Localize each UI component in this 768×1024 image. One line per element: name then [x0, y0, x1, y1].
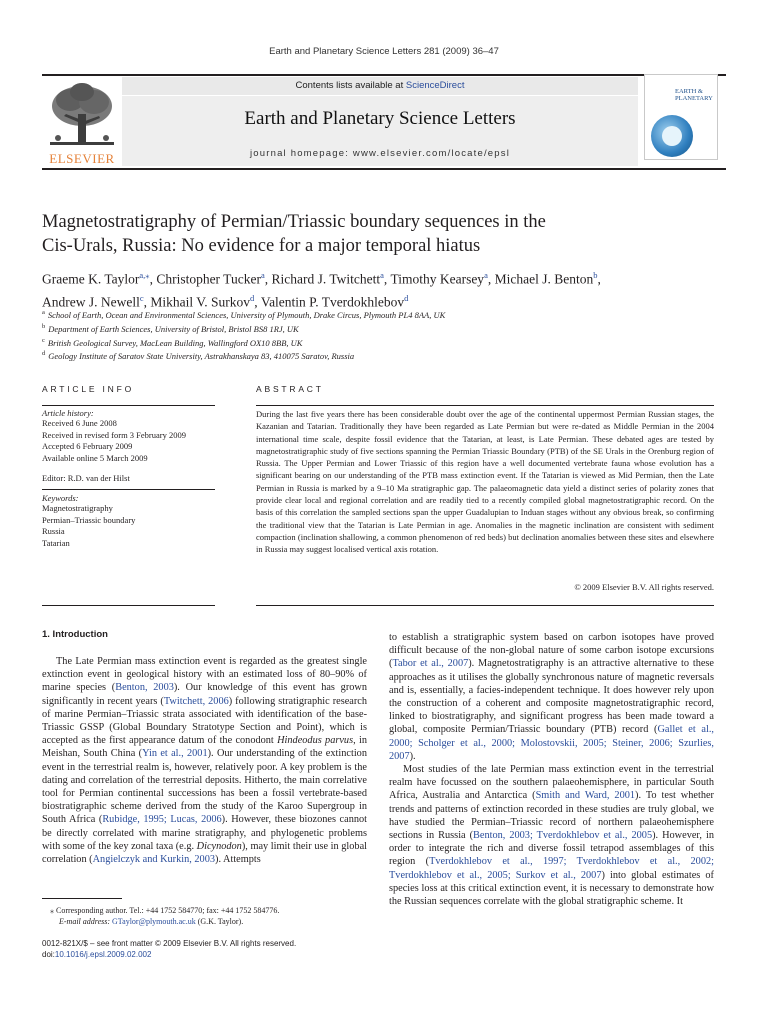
affiliation-line	[42, 321, 702, 335]
taxon-name: Hindeodus parvus	[277, 735, 354, 747]
author-affil-mark[interactable]: d	[404, 292, 409, 303]
author-name: Richard J. Twitchett	[271, 271, 381, 287]
taxon-name: Dicynodon	[196, 840, 242, 852]
affiliation-list	[42, 307, 702, 362]
affiliation-line	[42, 348, 702, 362]
author-name: Christopher Tucker	[156, 271, 261, 287]
elsevier-wordmark: ELSEVIER	[49, 151, 115, 166]
author-affil-mark[interactable]: a	[260, 270, 265, 280]
cover-title: EARTH & PLANETARY	[675, 88, 713, 102]
citation-link[interactable]: Benton, 2003; Tverdokhlebov et al., 2005	[473, 830, 653, 842]
contents-line	[122, 80, 638, 91]
header-bottom-rule	[42, 168, 726, 170]
affiliation-text: Geology Institute of Saratov State University, Astrakhanskaya 83, 410075 Saratov, Russia	[48, 351, 355, 362]
sciencedirect-link[interactable]: ScienceDirect	[405, 80, 465, 91]
affiliation-mark: d	[42, 350, 46, 358]
abstract-heading: ABSTRACT	[256, 384, 324, 394]
affiliation-mark: a	[42, 309, 45, 316]
email-link[interactable]: GTaylor@plymouth.ac.uk	[112, 917, 196, 926]
editor-line: Editor: R.D. van der Hilst	[42, 473, 130, 483]
author-affil-mark[interactable]: c	[139, 292, 144, 303]
body-text: The Late Permian mass extinction event is regarded as the greatest single extinction event in geological history with an estimated loss of 80–90% of marine species (	[42, 656, 367, 694]
body-text: , in Meishan, South China (	[42, 735, 367, 760]
author-affil-mark[interactable]: a	[380, 270, 384, 280]
front-matter	[42, 938, 382, 960]
info-rule-top	[42, 405, 215, 406]
affiliation-line	[42, 335, 702, 349]
body-text: ). However, in order to integrate the rich and diverse fossil tetrapod assemblages of this region (	[389, 830, 715, 868]
body-text: ). Attempts	[215, 854, 261, 866]
intro-left-column	[42, 655, 367, 866]
cover-globe-inner	[662, 126, 682, 146]
email-label: E-mail address:	[59, 917, 111, 926]
citation-link[interactable]: Rubidge, 1995; Lucas, 2006	[102, 814, 222, 826]
footnote-contact: Corresponding author. Tel.: +44 1752 584770; fax: +44 1752 584776.	[56, 906, 280, 915]
keyword: Permian–Triassic boundary	[42, 514, 136, 525]
body-text: ), may limit their use in global correlation (	[42, 840, 367, 866]
citation-link[interactable]: Angielczyk and Kurkin, 2003	[92, 854, 216, 866]
citation-link[interactable]: Benton, 2003	[115, 682, 174, 694]
info-rule-bottom	[42, 605, 215, 606]
article-history	[42, 408, 217, 464]
citation-link[interactable]: Tabor et al., 2007	[392, 658, 469, 670]
abstract-text: During the last five years there has been considerable doubt over the age of the continental uppermost Permian Russian stages, the Kazanian and Tatarian. Traditionally they have been regarded as Late Permian but were re-dated as Middle Permian in the 2004 international time scale, despite fossil evidence that the Tatarian, at least, is Late Permian. These debated ages are tested by magnetostratigraphic study of five sections spanning the Permian Triassic Boundary (PTB) of the SE Urals in the Orenburg region of Russia. The Upper Permian and Lower Triassic of this region have a well documented vertebrate fauna whose evolution has a significant bearing on our understanding of the PTB mass extinction event. If the Tatarian is viewed as Mid Permian, then the Late Permian in Russia is marked by a 9–10 Ma stratigraphic gap. The palaeomagnetic data yield a distinct series of polarity zones that provide clear local and regional correlation and are readily tied to a recently compiled global magnetostratigraphic record. On the basis of this correlation the sampled sections span the upper Guadalupian to Induan stages without any obvious break, so confirming the traditional view that the Tatarian is Late Permian in age. Anomalies in the magnetic inclination are consistent with sediment compaction (inclination shallowing, a common phenomenon of red beds) but declination anomalies between these sites and elsewhere in Russia may suggest localised vertical axis rotation.	[256, 409, 714, 555]
intro-paragraph-1	[42, 655, 367, 866]
body-text: ).	[409, 750, 416, 762]
keywords-list	[42, 503, 217, 549]
author-affil-mark[interactable]: a,⁎	[139, 270, 150, 280]
contents-prefix: Contents lists available at	[295, 80, 406, 91]
article-history-label: Article history:	[42, 408, 94, 418]
author-affil-mark[interactable]: a	[484, 270, 488, 280]
history-date: Received 6 June 2008	[42, 418, 117, 428]
journal-citation: Earth and Planetary Science Letters 281 (2009) 36–47	[269, 46, 499, 57]
author-list: Graeme K. Taylor$^{a,⁎}$, Christopher Tucker$^a$, Richard J. Twitchett$^a$, Timothy Kearsey$^a$, Michael J. Benton$^b$, Andrew J. Newell$^c$, Mikhail V. Surkov$^d$, Valentin P. Tverdokhlebov$^d$	[42, 270, 601, 309]
body-text: ) following stratigraphic research of marine Permian–Triassic strata associated with identification of the base-Triassic GSSP (Global Boundary Stratotype Section and Point), which is accepted as the first appearance datum of the conodont	[42, 695, 368, 747]
keywords-label: Keywords:	[42, 493, 79, 503]
email-suffix: (G.K. Taylor).	[195, 917, 244, 926]
footnote-rule	[42, 898, 122, 899]
affiliation-text: Department of Earth Sciences, University of Bristol, Bristol BS8 1RJ, UK	[48, 323, 299, 334]
body-text: Most studies of the late Permian mass extinction event in the terrestrial realm have focussed on the southern palaeohemisphere, in particular South Africa, Australia and Antarctica (	[389, 764, 714, 802]
citation-link[interactable]: Smith and Ward, 2001	[535, 790, 636, 802]
article-info-heading: ARTICLE INFO	[42, 384, 135, 394]
abstract-copyright: © 2009 Elsevier B.V. All rights reserved.	[574, 582, 714, 592]
intro-right-column	[389, 631, 714, 908]
body-text: to establish a stratigraphic system based on carbon isotopes have proved difficult because of the non-global nature of some carbon isotope excursions (	[389, 632, 714, 670]
author-name: Mikhail V. Surkov	[150, 294, 251, 309]
keywords-block	[42, 493, 217, 549]
doi-link[interactable]: 10.1016/j.epsl.2009.02.002	[54, 950, 152, 959]
body-text: ). However, these biozones cannot be directly correlated with marine stratigraphy, and phylogenetic problems with some of the key zonal taxa (e.g.	[42, 814, 368, 852]
journal-homepage[interactable]: journal homepage: www.elsevier.com/locate/epsl	[249, 148, 511, 159]
header-top-rule	[42, 74, 726, 76]
citation-link[interactable]: Twitchett, 2006	[163, 695, 229, 707]
journal-title: Earth and Planetary Science Letters	[244, 108, 516, 129]
body-text: ). To test whether trends and patterns of extinction recorded in these studies are truly global, we have studied the Permian–Triassic record of northern palaeohemisphere sections in Russia (	[389, 790, 714, 842]
keyword: Tatarian	[42, 537, 70, 548]
body-text: ) into global estimates of species loss at this critical extinction event, it is necessary to demonstrate how the Russian sequences correlate with the global stratigraphic scheme. It	[389, 869, 714, 908]
citation-link[interactable]: Yin et al., 2001	[142, 748, 208, 760]
author-affil-mark[interactable]: d	[250, 292, 255, 303]
author-affil-mark[interactable]: b	[593, 270, 598, 280]
author-name: Michael J. Benton	[494, 271, 594, 287]
history-date: Accepted 6 February 2009	[42, 441, 133, 452]
affiliation-text: British Geological Survey, MacLean Building, Wallingford OX10 8BB, UK	[47, 337, 303, 348]
body-text: ). Our knowledge of this event has grown significantly in recent years (	[42, 682, 367, 707]
keyword: Magnetostratigraphy	[42, 503, 113, 513]
author-name: Graeme K. Taylor	[42, 271, 140, 287]
abstract-rule-top	[256, 405, 714, 406]
history-date: Received in revised form 3 February 2009	[42, 429, 186, 440]
author-name: Valentin P. Tverdokhlebov	[260, 294, 405, 309]
introduction-heading: 1. Introduction	[42, 629, 108, 640]
affiliation-text: School of Earth, Ocean and Environmental Sciences, University of Plymouth, Drake Circus, Plymouth PL4 8AA, UK	[47, 309, 446, 320]
history-date: Available online 5 March 2009	[42, 452, 148, 463]
article-title-line-1: Magnetostratigraphy of Permian/Triassic boundary sequences in the	[42, 212, 546, 232]
journal-cover-thumbnail	[644, 74, 718, 160]
intro-paragraph-2	[389, 763, 714, 908]
corresponding-author-footnote	[50, 905, 370, 927]
affiliation-mark: c	[42, 336, 45, 344]
article-title-line-2: Cis-Urals, Russia: No evidence for a major temporal hiatus	[42, 236, 481, 256]
citation-link[interactable]: Gallet et al., 2000; Scholger et al., 2000; Molostovskii, 2005; Steiner, 2006; Szurlies, 2007	[389, 724, 714, 762]
affiliation-mark: b	[42, 322, 46, 330]
article-history-dates	[42, 418, 217, 464]
doi-label: doi:	[42, 950, 55, 959]
affiliation-line	[42, 307, 702, 321]
citation-link[interactable]: Tverdokhlebov et al., 1997; Tverdokhlebov et al., 2002; Tverdokhlebov et al., 2005; Surkov et al., 2007	[389, 856, 714, 881]
author-name: Andrew J. Newell	[42, 294, 140, 309]
keyword: Russia	[42, 526, 65, 537]
abstract-rule-bottom	[256, 605, 714, 606]
issn-line: 0012-821X/$ – see front matter © 2009 Elsevier B.V. All rights reserved.	[42, 939, 297, 948]
body-text: ). Magnetostratigraphy is an attractive alternative to these approaches as it utilises the globally synchronous nature of magnetic reversals and is, essentially, a facies-independent technique. It does however rely upon the construction of a coherent and composite magnetostratigraphic record, linked to biostratigraphy, and significant progress has been made toward a global, composite Permian/Triassic boundary (PTB) record (	[389, 658, 714, 736]
intro-paragraph-1-continued	[389, 631, 714, 763]
info-rule-mid	[42, 489, 215, 490]
author-name: Timothy Kearsey	[390, 271, 485, 287]
body-text: ). Our understanding of the extinction event in the terrestrial realm is, however, relatively poor. A key problem is the dating and correlation of the terrestrial deposits. Hitherto, the main correlative tool for Permian continental successions has been a fossil vertebrate-based biostratigraphic scheme derived from the study of the Karoo Supergroup in South Africa (	[42, 748, 367, 826]
footnote-mark: ⁎	[50, 906, 54, 915]
article-title	[42, 210, 702, 258]
